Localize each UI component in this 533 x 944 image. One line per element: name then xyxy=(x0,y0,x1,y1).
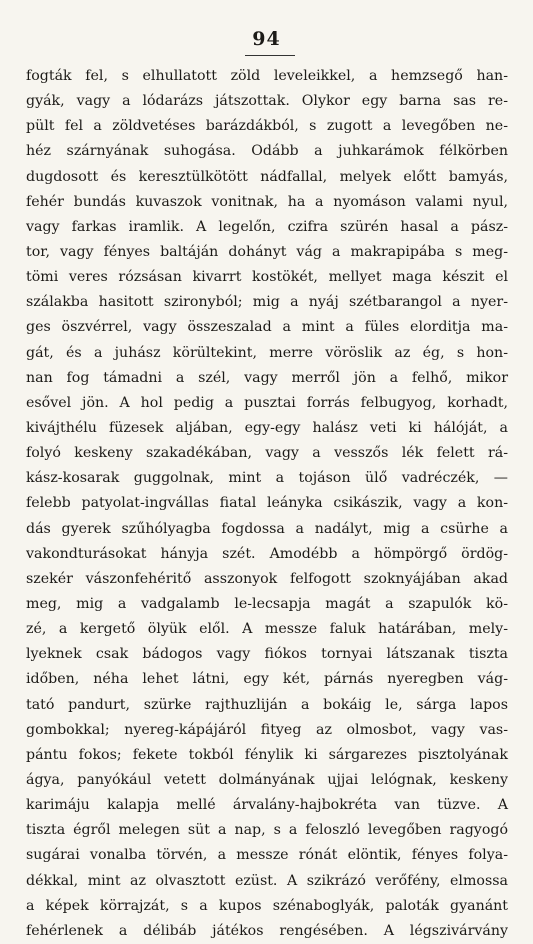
text-line: vagy farkas iramlik. A legelőn, czifra szürén hasal a pász- xyxy=(26,218,508,235)
text-line: sugárai vonalba törvén, a messze rónát elöntik, fényes folya- xyxy=(26,847,508,864)
text-line: meg, mig a vadgalamb le-lecsapja magát a szapulók kö- xyxy=(26,595,508,612)
text-line: gát, és a juhász körültekint, merre vöröslik az ég, s hon- xyxy=(26,344,508,361)
text-line: dugdosott és keresztülkötött nádfallal, melyek előtt bamyás, xyxy=(26,168,508,185)
text-line: tató pandurt, szürke rajthuzliján a bokáig le, sárga lapos xyxy=(26,696,508,713)
text-line: vakondturásokat hányja szét. Amodébb a hömpörgő ördög- xyxy=(26,545,508,562)
text-line: fogták fel, s elhullatott zöld leveleikkel, a hemzsegő han- xyxy=(26,68,508,84)
text-line: a képek körrajzát, s a kupos szénaboglyák, paloták gyanánt xyxy=(26,897,508,914)
text-line: zé, a kergető ölyük elől. A messze faluk határában, mely- xyxy=(26,621,508,638)
text-line: ges öszvérrel, vagy összeszalad a mint a füles elorditja ma- xyxy=(26,319,508,336)
text-line: ágya, panyókául vetett dolmányának ujjai lelógnak, keskeny xyxy=(26,771,508,788)
text-line: időben, néha lehet látni, egy két, párnás nyeregben vág- xyxy=(26,671,508,688)
text-line: szekér vászonfehéritő asszonyok felfogott szoknyájában akad xyxy=(26,570,508,587)
text-line: tömi veres rózsásan kivarrt kostökét, mellyet maga készit el xyxy=(26,269,508,286)
text-line: gyák, vagy a lódarázs játszottak. Olykor egy barna sas re- xyxy=(26,93,508,110)
text-line: tor, vagy fényes baltáján dohányt vág a makrapipába s meg- xyxy=(26,243,508,260)
text-line: nan fog támadni a szél, vagy merről jön a felhő, mikor xyxy=(26,369,508,386)
text-line: dékkal, mint az olvasztott ezüst. A szikrázó verőfény, elmossa xyxy=(26,872,508,889)
text-line: felebb patyolat-ingvállas fiatal leányka csikászik, vagy a kon- xyxy=(26,495,508,512)
text-line: dás gyerek szűhólyagba fogdossa a nadályt, mig a csürhe a xyxy=(26,520,508,537)
body-text xyxy=(26,64,508,944)
text-line: héz szárnyának suhogása. Odább a juhkarámok félkörben xyxy=(26,143,508,160)
text-line: karimáju kalapja mellé árvalány-hajbokréta van tüzve. A xyxy=(26,797,508,814)
header-rule xyxy=(245,55,295,56)
text-line: gombokkal; nyereg-kápájáról fityeg az olmosbot, vagy vas- xyxy=(26,721,508,738)
text-line: pült fel a zöldvetéses barázdákból, s zugott a levegőben ne- xyxy=(26,118,508,135)
text-line: szálakba hasitott szironyból; mig a nyáj szétbarangol a nyer- xyxy=(26,294,508,311)
text-line: kász-kosarak guggolnak, mint a tojáson ülő vadréczék, — xyxy=(26,470,508,487)
text-line: pántu fokos; fekete tokból fénylik ki sárgarezes pisztolyának xyxy=(26,746,508,763)
page-number: 94 xyxy=(252,28,281,50)
text-line: kivájthélu füzesek aljában, egy-egy halász veti ki hálóját, a xyxy=(26,419,508,436)
text-line: tiszta égről melegen süt a nap, s a feloszló levegőben ragyogó xyxy=(26,822,508,839)
text-line: lyeknek csak bádogos vagy fiókos tornyai látszanak tiszta xyxy=(26,646,508,663)
text-line: fehérlenek a délibáb játékos rengésében. A légszivárvány xyxy=(26,922,508,939)
text-line: esővel jön. A hol pedig a pusztai forrás felbugyog, korhadt, xyxy=(26,394,508,411)
text-line: fehér bundás kuvaszok vonitnak, ha a nyomáson valami nyul, xyxy=(26,193,508,210)
text-line: folyó keskeny szakadékában, vagy a vesszős lék felett rá- xyxy=(26,445,508,462)
